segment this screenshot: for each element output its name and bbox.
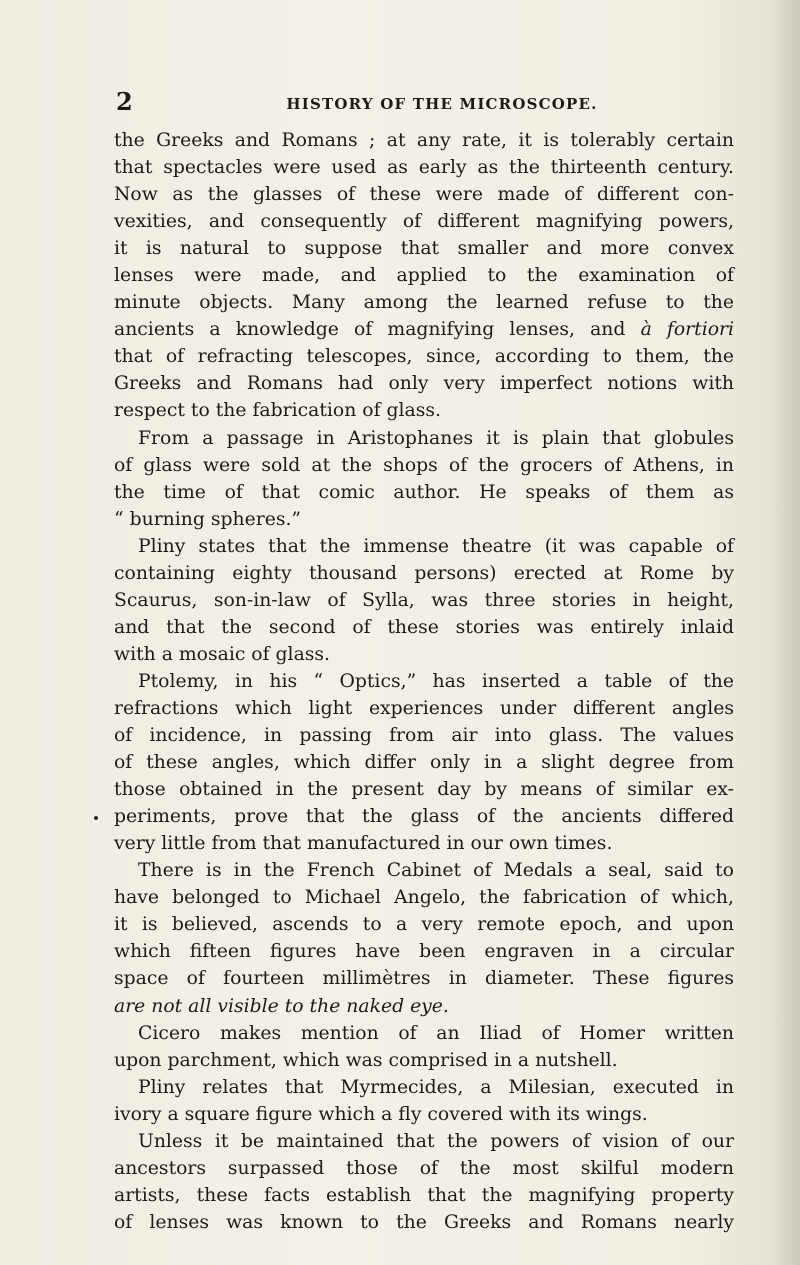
text-line: have belonged to Michael Angelo, the fabrication of which, [114,887,734,909]
paragraph-6 [114,1020,734,1074]
text-line: vexities, and consequently of different magnifying powers, [114,211,734,233]
italic-phrase: à fortiori [640,319,734,341]
text-line: periments, prove that the glass of the ancients differed [114,806,734,828]
text-line: with a mosaic of glass. [114,643,331,665]
text-line: Unless it be maintained that the powers of vision of our [138,1130,734,1152]
text-line: Scaurus, son-in-law of Sylla, was three stories in height, [114,589,734,611]
text-line: it is believed, ascends to a very remote epoch, and upon [114,914,734,936]
text-segment: ancients a knowledge of magnifying lenses, and [114,319,641,341]
text-line: upon parchment, which was comprised in a nutshell. [114,1049,618,1071]
paragraph-4 [114,668,734,857]
text-line: that spectacles were used as early as the thirteenth century. [114,157,734,179]
text-line: artists, these facts establish that the magnifying property [114,1184,734,1206]
text-line: those obtained in the present day by means of similar ex- [114,779,734,801]
page-number: 2 [116,87,133,116]
text-line [114,316,734,343]
paragraph-5 [114,857,734,1019]
text-line: Pliny relates that Myrmecides, a Milesian, executed in [138,1076,734,1098]
text-line: Ptolemy, in his “ Optics,” has inserted a table of the [138,670,734,692]
text-line: ancestors surpassed those of the most skilful modern [114,1157,734,1179]
paragraph-7 [114,1074,734,1128]
text-line: and that the second of these stories was entirely inlaid [114,616,734,638]
text-line: the Greeks and Romans ; at any rate, it is tolerably certain [114,130,734,151]
text-line: respect to the fabrication of glass. [114,400,441,422]
page-header [116,87,728,116]
text-line: Now as the glasses of these were made of different con- [114,184,734,206]
text-line: of glass were sold at the shops of the grocers of Athens, in [114,454,734,476]
body-text [114,127,734,1236]
paragraph-8 [114,1128,734,1236]
text-line: containing eighty thousand persons) erected at Rome by [114,562,734,584]
text-line: ivory a square figure which a fly covered with its wings. [114,1103,648,1125]
paragraph-2 [114,425,734,533]
page-edge-shadow [770,0,800,1265]
text-line: very little from that manufactured in our own times. [114,833,613,855]
text-line: space of fourteen millimètres in diameter. These figures [114,968,734,990]
text-line: “ burning spheres.” [114,508,302,530]
text-line: of incidence, in passing from air into glass. The values [114,725,734,747]
italic-line: are not all visible to the naked eye. [114,995,449,1017]
paragraph-1 [114,127,734,425]
text-line: it is natural to suppose that smaller and more convex [114,238,734,260]
text-line: which fifteen figures have been engraven in a circular [114,941,734,963]
text-line: From a passage in Aristophanes it is plain that globules [138,427,734,449]
text-line: of these angles, which differ only in a slight degree from [114,752,734,774]
text-line: that of refracting telescopes, since, according to them, the [114,346,734,368]
text-line: the time of that comic author. He speaks of them as [114,481,734,503]
running-head: HISTORY OF THE MICROSCOPE. [286,95,598,113]
paragraph-3 [114,533,734,668]
text-line: There is in the French Cabinet of Medals a seal, said to [138,860,734,882]
text-line: refractions which light experiences under different angles [114,697,734,719]
text-line: lenses were made, and applied to the examination of [114,265,734,287]
text-line: Pliny states that the immense theatre (it was capable of [138,535,734,557]
text-line: Greeks and Romans had only very imperfect notions with [114,373,734,395]
margin-speck [94,816,98,820]
text-line: of lenses was known to the Greeks and Romans nearly [114,1211,734,1233]
text-line: Cicero makes mention of an Iliad of Homer written [138,1022,734,1044]
text-line: minute objects. Many among the learned refuse to the [114,292,734,314]
